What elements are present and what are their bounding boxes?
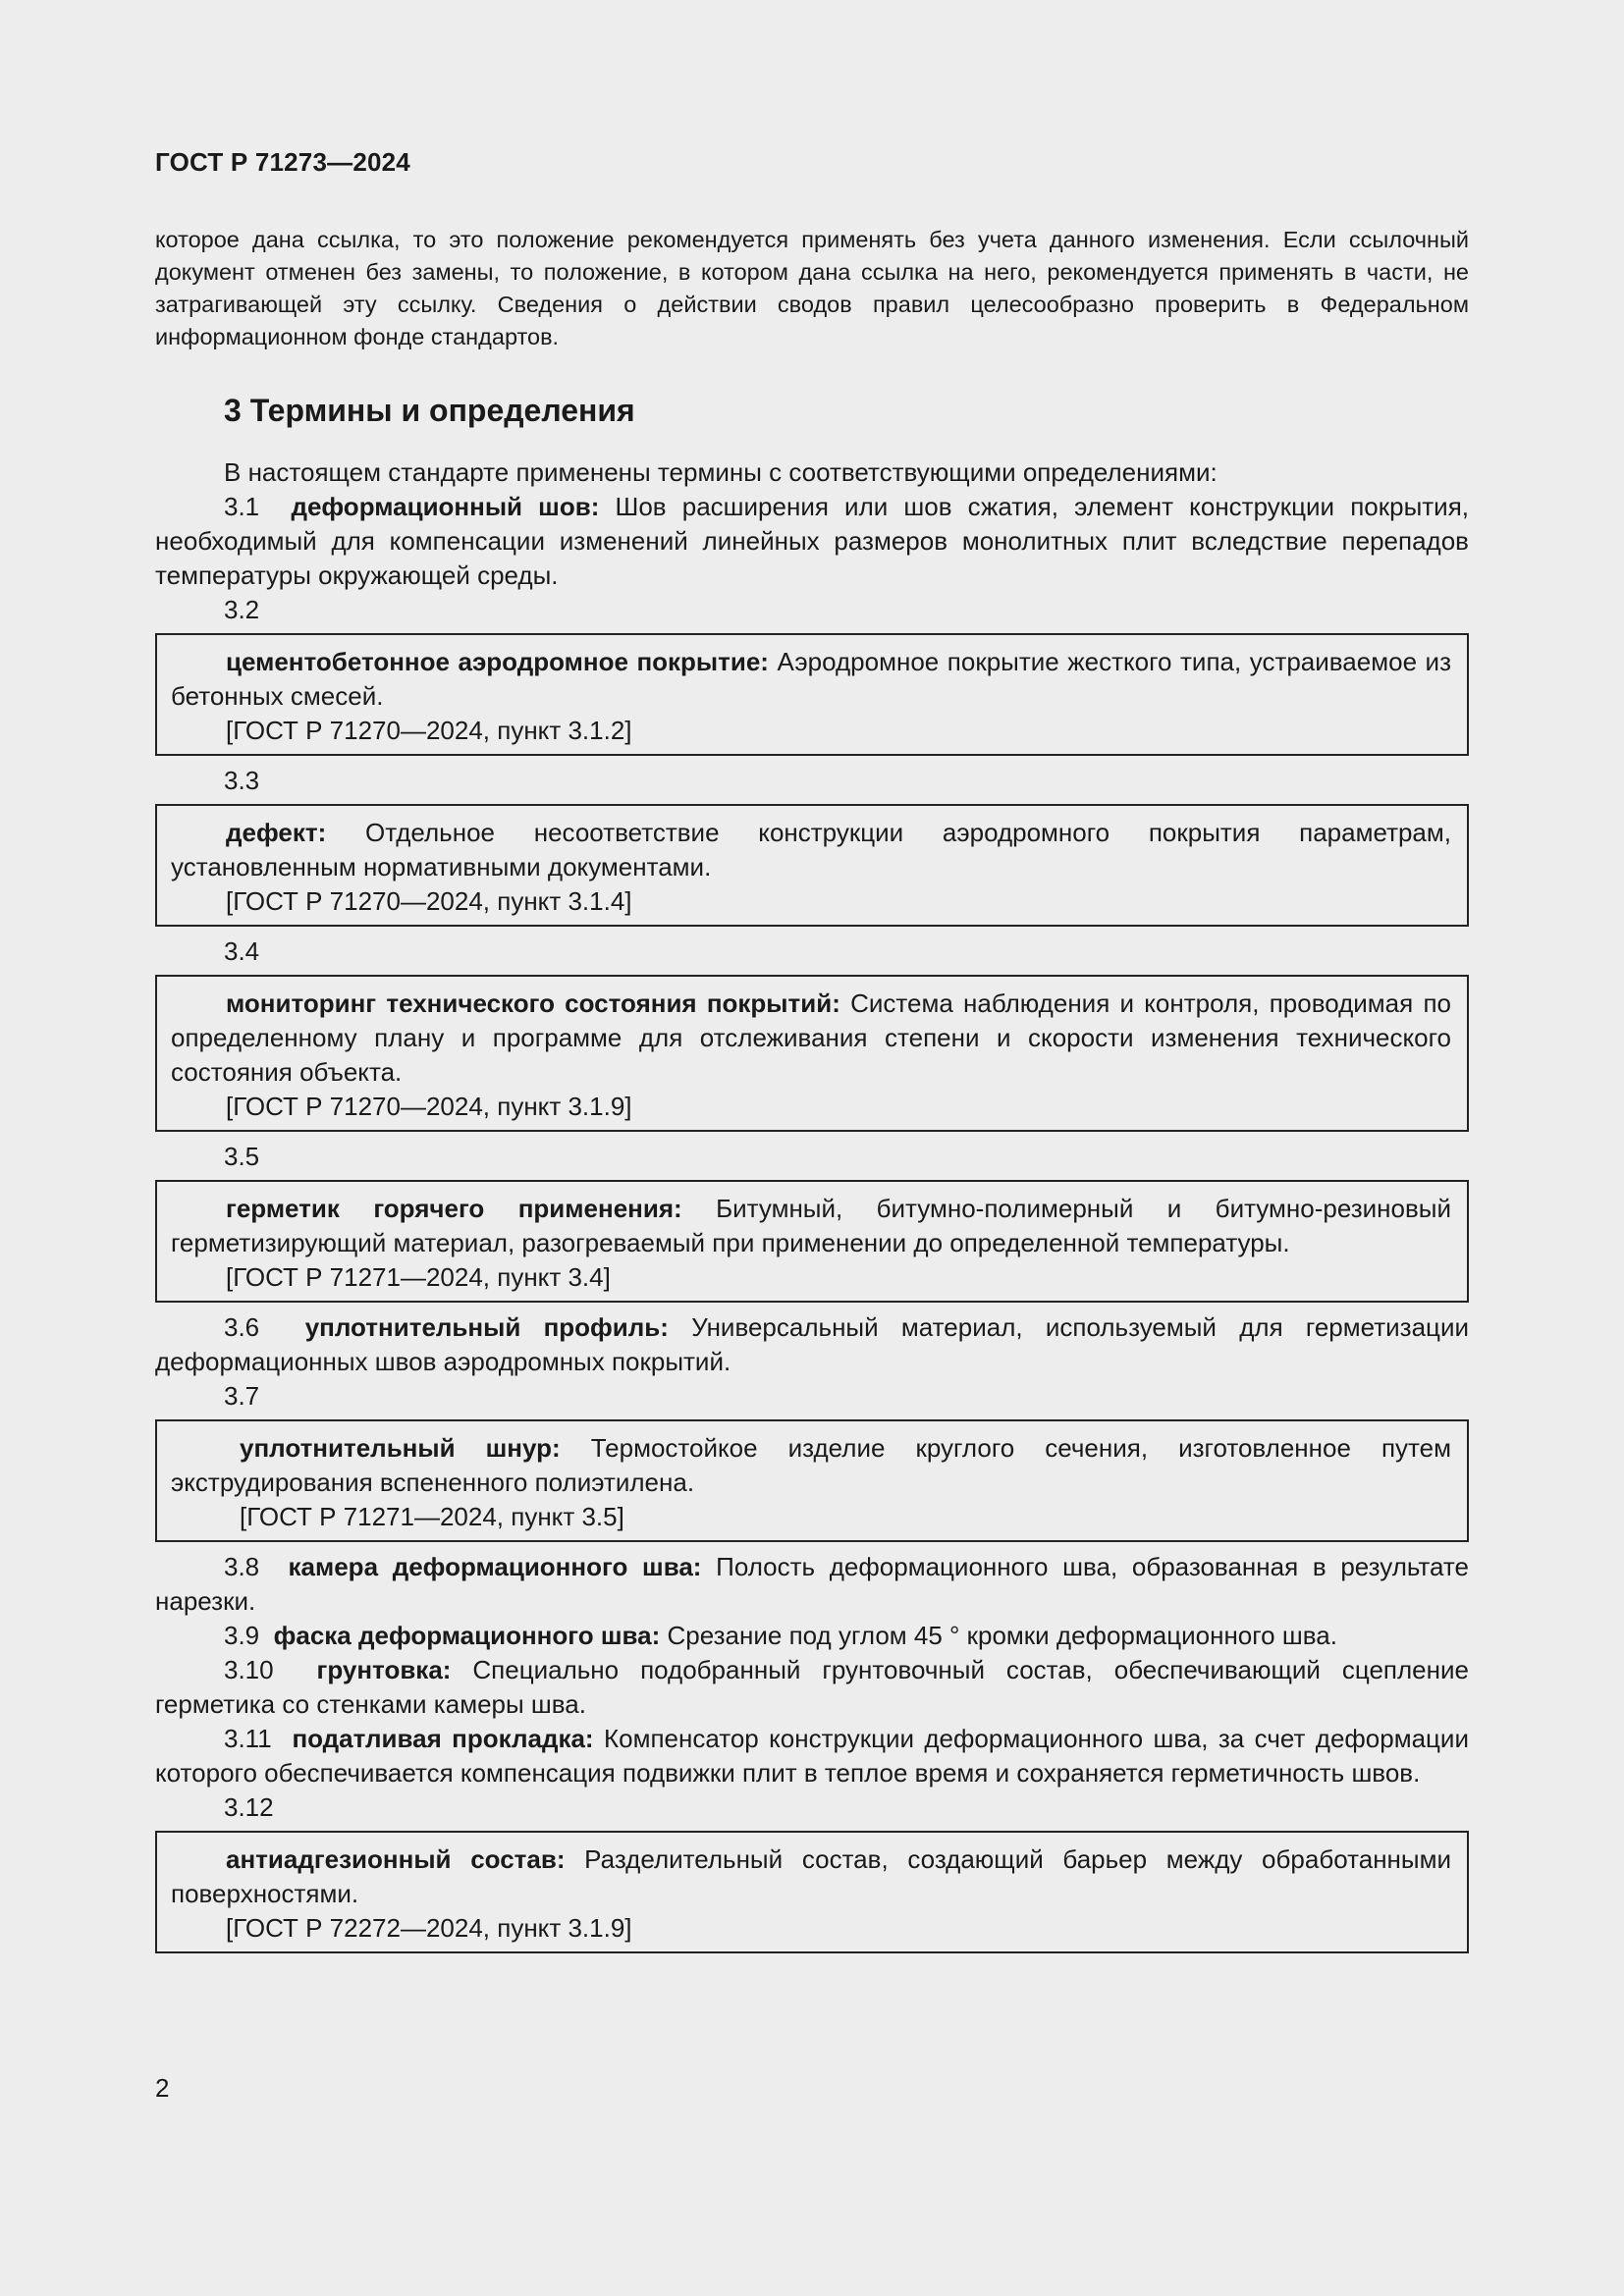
- term-definition: Система наблюдения и контроля, проводимая по определенному плану и программе для отслеживания степени и скорости изменения технического состояния объекта.: [171, 988, 1451, 1087]
- term-number: 3.8: [224, 1552, 260, 1581]
- term-item-3-1: [155, 490, 1469, 593]
- term-definition: Аэродромное покрытие жесткого типа, устраиваемое из бетонных смесей.: [171, 647, 1451, 711]
- term-name: камера деформационного шва:: [288, 1552, 702, 1581]
- term-box-3-3: [155, 804, 1469, 927]
- section-title: 3 Термины и определения: [224, 393, 635, 428]
- section-lead: В настоящем стандарте применены термины с соответствующими определениями:: [224, 457, 1218, 487]
- term-item-3-8: [155, 1550, 1469, 1619]
- term-number: 3.11: [224, 1724, 272, 1753]
- term-name: мониторинг технического состояния покрытий:: [226, 988, 840, 1018]
- document-header: ГОСТ Р 71273—2024: [155, 147, 410, 177]
- term-name: цементобетонное аэродромное покрытие:: [226, 647, 769, 676]
- term-box-3-7: [155, 1419, 1469, 1542]
- term-item-3-10: [155, 1653, 1469, 1722]
- term-box-3-5: [155, 1180, 1469, 1303]
- term-number-3-12: 3.12: [224, 1792, 274, 1822]
- term-number-3-7: 3.7: [224, 1381, 260, 1411]
- term-item-3-6: [155, 1310, 1469, 1379]
- term-definition: Компенсатор конструкции деформационного шва, за счет деформации которого обеспечивается компенсация подвижки плит в теплое время и сохраняется герметичность швов.: [155, 1724, 1469, 1788]
- term-number-3-3: 3.3: [224, 766, 260, 795]
- term-number: 3.10: [224, 1655, 274, 1684]
- term-source: [ГОСТ Р 71270—2024, пункт 3.1.9]: [226, 1092, 632, 1121]
- term-name: антиадгезионный состав:: [226, 1844, 566, 1874]
- term-source: [ГОСТ Р 71270—2024, пункт 3.1.4]: [226, 886, 632, 916]
- term-definition: Термостойкое изделие круглого сечения, изготовленное путем экструдирования вспененного полиэтилена.: [171, 1433, 1451, 1497]
- term-number-3-5: 3.5: [224, 1142, 260, 1171]
- term-item-3-11: [155, 1722, 1469, 1790]
- term-source: [ГОСТ Р 71271—2024, пункт 3.4]: [226, 1262, 611, 1292]
- term-name: деформационный шов:: [291, 492, 600, 521]
- term-name: уплотнительный шнур:: [240, 1433, 561, 1463]
- term-source: [ГОСТ Р 72272—2024, пункт 3.1.9]: [226, 1913, 632, 1943]
- terms-list: [155, 455, 1469, 1961]
- term-name: податливая прокладка:: [292, 1724, 594, 1753]
- term-box-3-12: [155, 1831, 1469, 1953]
- term-definition: Срезание под углом 45 ° кромки деформационного шва.: [660, 1621, 1337, 1650]
- term-name: уплотнительный профиль:: [304, 1312, 669, 1342]
- term-definition: Отдельное несоответствие конструкции аэродромного покрытия параметрам, установленным нормативными документами.: [171, 818, 1451, 881]
- term-definition: Специально подобранный грунтовочный состав, обеспечивающий сцепление герметика со стенками камеры шва.: [155, 1655, 1469, 1719]
- intro-paragraph: [155, 224, 1469, 353]
- term-definition: Шов расширения или шов сжатия, элемент конструкции покрытия, необходимый для компенсации изменений линейных размеров монолитных плит вследствие перепадов температуры окружающей среды.: [155, 492, 1469, 590]
- term-number-3-2: 3.2: [224, 595, 260, 624]
- intro-text: которое дана ссылка, то это положение рекомендуется применять без учета данного изменения. Если ссылочный документ отменен без замены, то положение, в котором дана ссылка на него, рекомендуется применять в части, не затрагивающей эту ссылку. Сведения о действии сводов правил целесообразно проверить в Федеральном информационном фонде стандартов.: [155, 227, 1469, 349]
- term-item-3-9: [155, 1619, 1469, 1653]
- term-source: [ГОСТ Р 71270—2024, пункт 3.1.2]: [226, 716, 632, 745]
- term-number: 3.9: [224, 1621, 260, 1650]
- term-name: герметик горячего применения:: [226, 1194, 682, 1223]
- term-box-3-2: [155, 633, 1469, 756]
- page-number: 2: [155, 2073, 170, 2103]
- term-number: 3.1: [224, 492, 260, 521]
- term-box-3-4: [155, 975, 1469, 1132]
- term-number-3-4: 3.4: [224, 936, 260, 966]
- term-name: грунтовка:: [316, 1655, 452, 1684]
- term-definition: Универсальный материал, используемый для герметизации деформационных швов аэродромных покрытий.: [155, 1312, 1469, 1376]
- term-name: дефект:: [226, 818, 327, 847]
- term-definition: Полость деформационного шва, образованная в результате нарезки.: [155, 1552, 1469, 1616]
- term-definition: Битумный, битумно-полимерный и битумно-резиновый герметизирующий материал, разогреваемый при применении до определенной температуры.: [171, 1194, 1451, 1257]
- term-name: фаска деформационного шва:: [273, 1621, 661, 1650]
- term-definition: Разделительный состав, создающий барьер между обработанными поверхностями.: [171, 1844, 1451, 1908]
- term-number: 3.6: [224, 1312, 260, 1342]
- term-source: [ГОСТ Р 71271—2024, пункт 3.5]: [240, 1502, 624, 1531]
